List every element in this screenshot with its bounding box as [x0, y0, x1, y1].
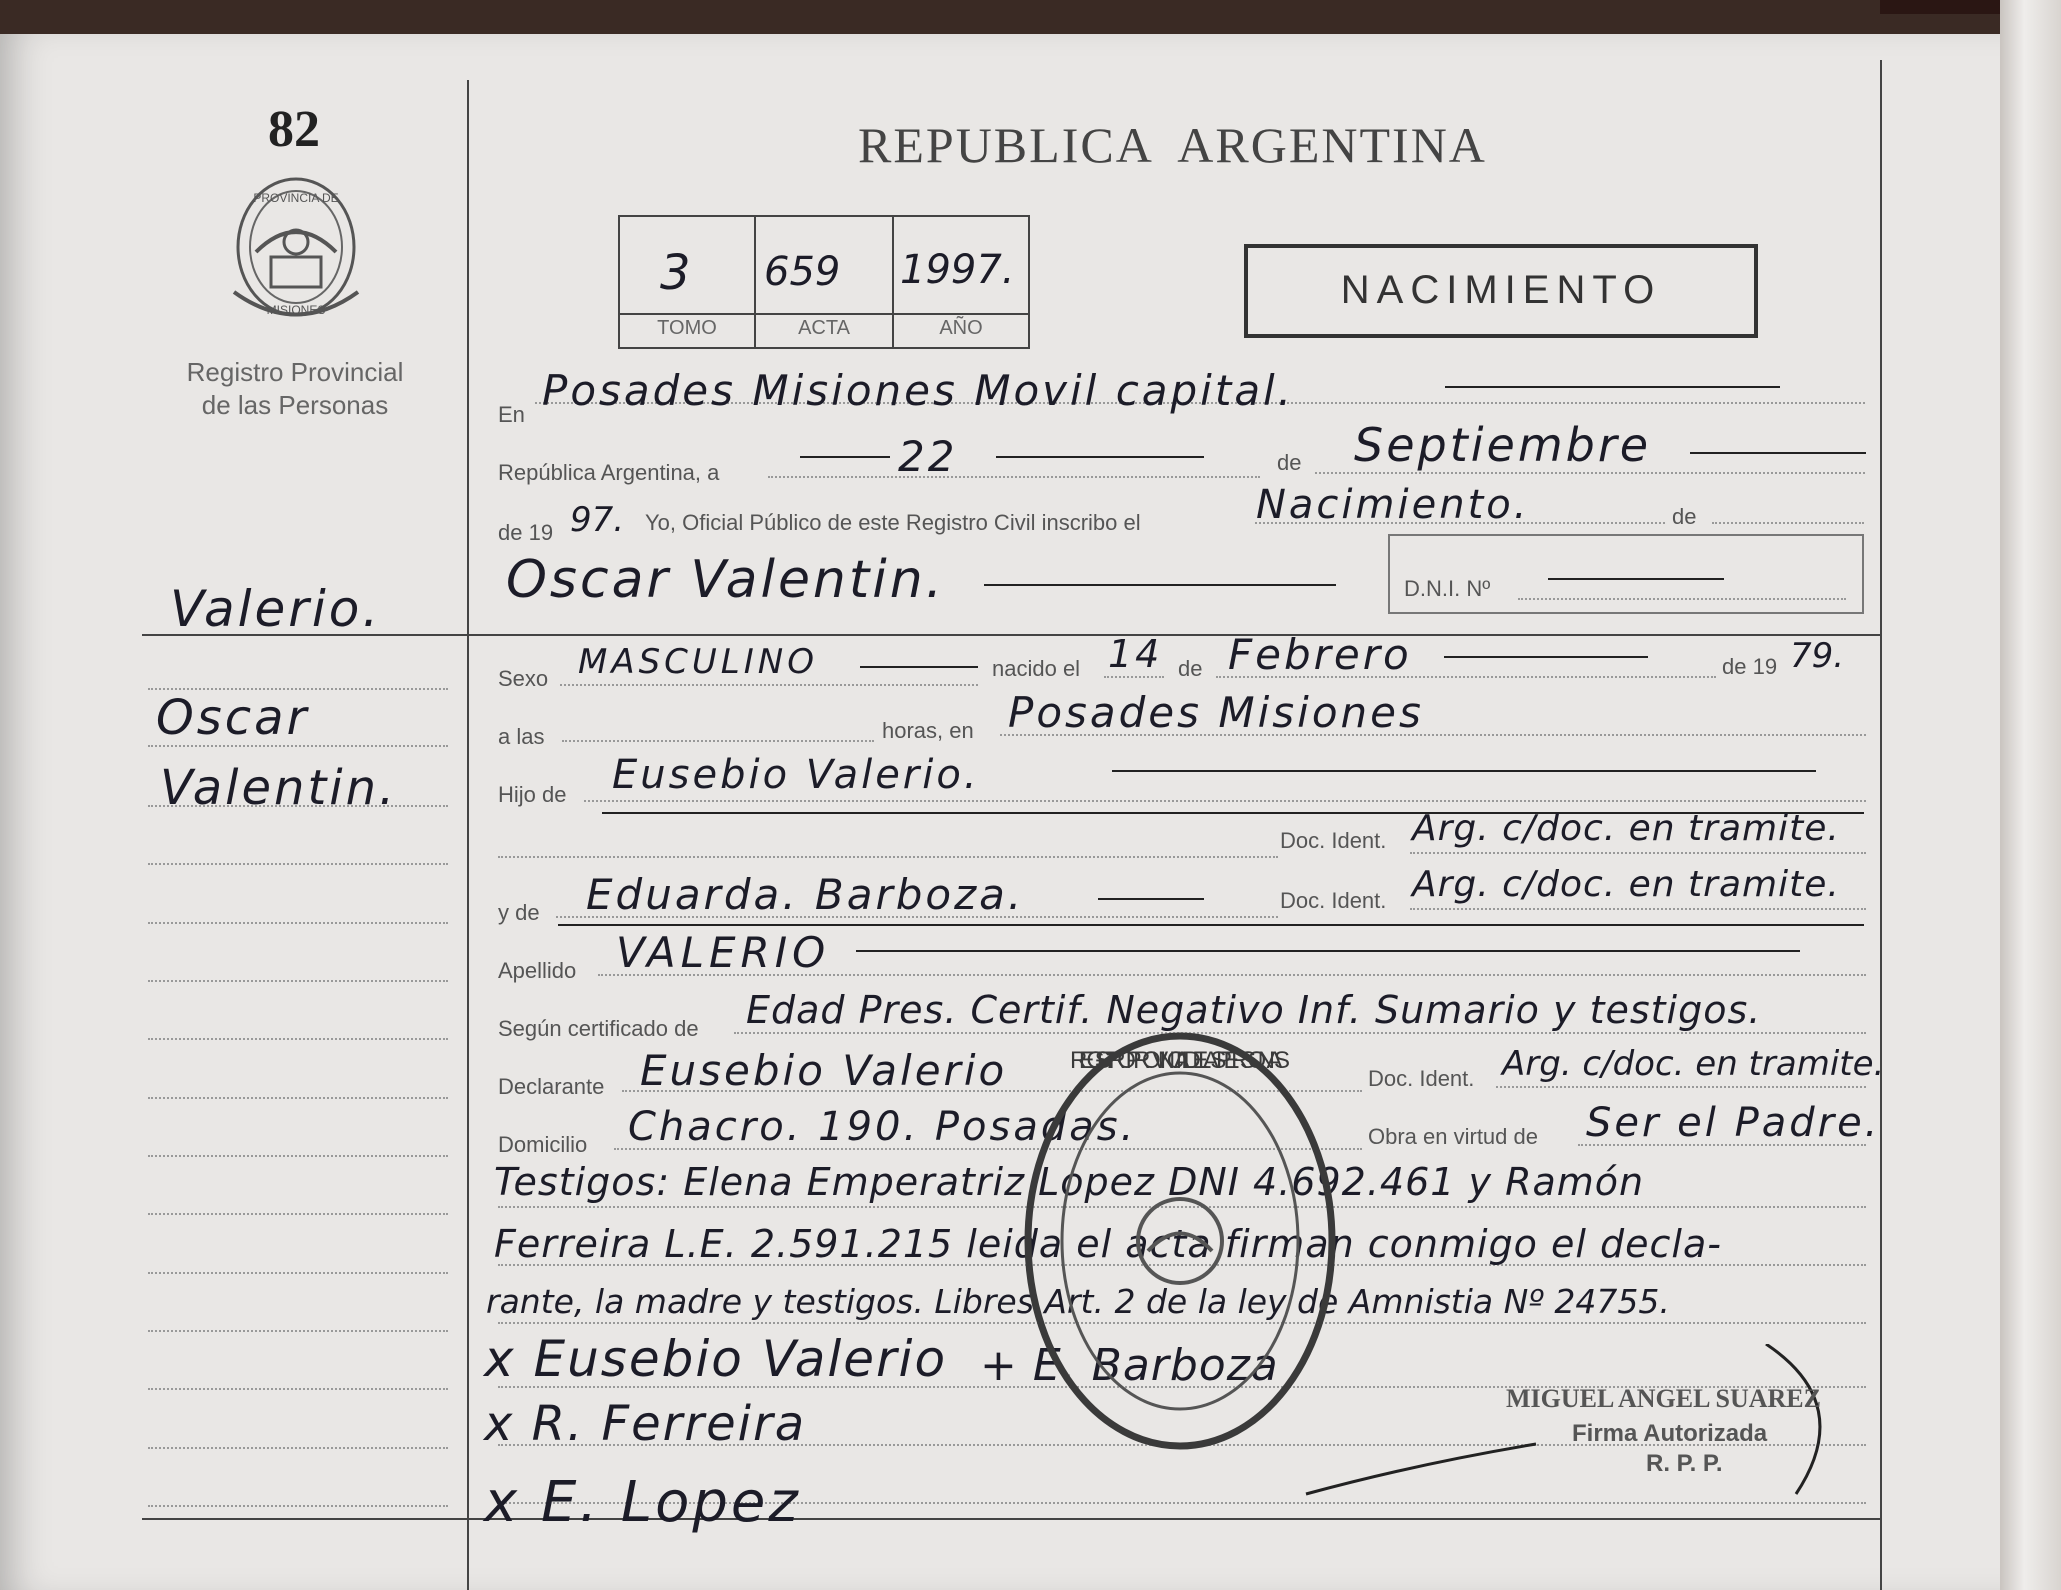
father-doc-line — [1410, 852, 1866, 854]
reg-divider — [620, 313, 1028, 315]
label-en: En — [498, 402, 525, 427]
fill-stroke — [558, 924, 1864, 926]
label-segun: Según certificado de — [498, 1016, 699, 1041]
registration-box — [618, 215, 1030, 349]
page-number: 82 — [268, 101, 320, 158]
hour-line — [562, 740, 874, 742]
acta-value: 659 — [764, 249, 841, 295]
bottom-divider — [142, 1518, 1882, 1520]
signature-mother: + E. Barboza — [980, 1340, 1279, 1391]
official-name: MIGUEL ANGEL SUAREZ — [1506, 1384, 1821, 1413]
right-border — [1880, 60, 1882, 1590]
fill-stroke — [1690, 452, 1866, 454]
note-line2: Ferreira L.E. 2.591.215 leida el acta firman conmigo el decla- — [494, 1222, 1722, 1266]
margin-line — [148, 1330, 448, 1332]
label-apellido: Apellido — [498, 958, 577, 983]
fill-stroke — [856, 950, 1800, 952]
fill-stroke — [860, 666, 978, 668]
year-suffix: 97. — [570, 500, 625, 540]
official-office: R. P. P. — [1646, 1450, 1723, 1477]
registry-line1: Registro Provincial — [186, 357, 404, 387]
surname-value: VALERIO — [616, 928, 831, 977]
sex-value: MASCULINO — [578, 642, 818, 682]
page-edge — [2000, 0, 2061, 1590]
place-value: Posades Misiones Movil capital. — [542, 366, 1295, 415]
sex-line — [560, 684, 978, 686]
fill-stroke — [1112, 770, 1816, 772]
mother-value: Eduarda. Barboza. — [586, 870, 1025, 919]
margin-surname: Valerio. — [170, 580, 382, 638]
father-line — [584, 800, 1866, 802]
month-value: Septiembre — [1354, 418, 1652, 472]
label-dni: D.N.I. Nº — [1404, 576, 1491, 601]
fill-stroke — [1098, 898, 1204, 900]
declarant-value: Eusebio Valerio — [640, 1046, 1008, 1095]
margin-line — [148, 1038, 448, 1040]
fill-stroke — [800, 456, 890, 458]
address-value: Chacro. 190. Posadas. — [628, 1104, 1137, 1150]
record-type: NACIMIENTO — [1340, 268, 1662, 312]
declarant-doc: Arg. c/doc. en tramite. — [1502, 1044, 1885, 1084]
signature-declarant: x Eusebio Valerio — [484, 1330, 948, 1388]
fill-stroke — [984, 584, 1336, 586]
signature-witness2: x E. Lopez — [484, 1470, 801, 1535]
label-yo: Yo, Oficial Público de este Registro Civil inscribo el — [645, 510, 1141, 535]
birthday-line — [1104, 676, 1164, 678]
father-doc: Arg. c/doc. en tramite. — [1412, 808, 1840, 849]
registry-name — [160, 356, 430, 422]
fill-stroke — [1444, 656, 1648, 658]
margin-line — [148, 1272, 448, 1274]
record-type-box — [1244, 244, 1758, 338]
margin-line — [148, 1213, 448, 1215]
note-line3: rante, la madre y testigos. Libres Art. 2 de la ley de Amnistia Nº 24755. — [486, 1282, 1670, 1321]
label-de-month: de — [1277, 450, 1302, 475]
anio-label: AÑO — [939, 317, 983, 339]
column-divider — [467, 80, 469, 1590]
day-line — [768, 476, 1260, 478]
acta-label: ACTA — [798, 317, 850, 339]
dni-box — [1388, 534, 1864, 614]
margin-line — [148, 1505, 448, 1507]
event-line-end — [1712, 522, 1864, 524]
margin-line — [148, 745, 448, 747]
label-doc-mother: Doc. Ident. — [1280, 888, 1387, 913]
label-obra: Obra en virtud de — [1368, 1124, 1538, 1149]
official-title: Firma Autorizada — [1572, 1420, 1768, 1447]
tomo-label: TOMO — [657, 317, 717, 339]
father-value: Eusebio Valerio. — [612, 752, 980, 798]
anio-value: 1997. — [900, 247, 1015, 293]
birth-place: Posades Misiones — [1008, 688, 1424, 737]
margin-given2: Valentin. — [160, 760, 398, 816]
fill-stroke — [996, 456, 1204, 458]
fill-stroke — [1445, 386, 1780, 388]
virtue-value: Ser el Padre. — [1586, 1100, 1881, 1146]
margin-line — [148, 980, 448, 982]
label-doc-declarant: Doc. Ident. — [1368, 1066, 1475, 1091]
father-doc-lead — [498, 856, 1278, 858]
day-value: 22 — [898, 432, 958, 481]
label-de-event: de — [1672, 504, 1697, 529]
label-nacido: nacido el — [992, 656, 1081, 681]
tomo-value: 3 — [660, 245, 694, 301]
label-hijo-de: Hijo de — [498, 782, 567, 807]
seal-top-text: PROVINCIA DE — [253, 191, 339, 205]
label-declarante: Declarante — [498, 1074, 605, 1099]
seal-bottom-text: MISIONES — [266, 303, 326, 317]
margin-line — [148, 805, 448, 807]
margin-given1: Oscar — [156, 690, 310, 746]
note-line1: Testigos: Elena Emperatriz Lopez DNI 4.692.461 y Ramón — [494, 1160, 1645, 1204]
name-value: Oscar Valentin. — [506, 550, 946, 610]
registry-line2: de las Personas — [201, 390, 389, 420]
label-y-de: y de — [498, 900, 540, 925]
declarant-doc-line — [1496, 1086, 1866, 1088]
margin-line — [148, 1155, 448, 1157]
registry-stamp — [1020, 1026, 1340, 1456]
margin-line — [148, 1447, 448, 1449]
label-a-las: a las — [498, 724, 545, 749]
fill-stroke — [1548, 578, 1724, 580]
label-doc-father: Doc. Ident. — [1280, 828, 1387, 853]
margin-line — [148, 1097, 448, 1099]
mother-doc: Arg. c/doc. en tramite. — [1412, 864, 1840, 905]
label-de19: de 19 — [498, 520, 554, 545]
province-seal — [226, 172, 366, 322]
label-republica: República Argentina, a — [498, 460, 720, 485]
stamp-text: REGISTRO PROVINCIAL DE LAS PERSONAS — [1070, 1047, 1290, 1074]
month-line — [1315, 472, 1865, 474]
dni-line — [1518, 598, 1846, 600]
certificate-value: Edad Pres. Certif. Negativo Inf. Sumario y testigos. — [746, 988, 1762, 1032]
birth-month: Febrero — [1228, 630, 1412, 679]
birth-year: 79. — [1790, 636, 1845, 676]
margin-line — [148, 863, 448, 865]
signature-witness1: x R. Ferreira — [484, 1396, 807, 1452]
label-de19b: de 19 — [1722, 654, 1778, 679]
country-title: REPUBLICA ARGENTINA — [858, 117, 1487, 173]
section-divider — [142, 634, 1882, 636]
label-de-bmonth: de — [1178, 656, 1203, 681]
birth-day: 14 — [1108, 632, 1163, 676]
official-signature-block — [1296, 1344, 1856, 1504]
label-domicilio: Domicilio — [498, 1132, 588, 1157]
label-horas: horas, en — [882, 718, 974, 743]
event-value: Nacimiento. — [1256, 482, 1530, 528]
margin-line — [148, 688, 448, 690]
margin-line — [148, 1388, 448, 1390]
margin-line — [148, 922, 448, 924]
mother-doc-line — [1410, 908, 1866, 910]
label-sexo: Sexo — [498, 666, 549, 691]
